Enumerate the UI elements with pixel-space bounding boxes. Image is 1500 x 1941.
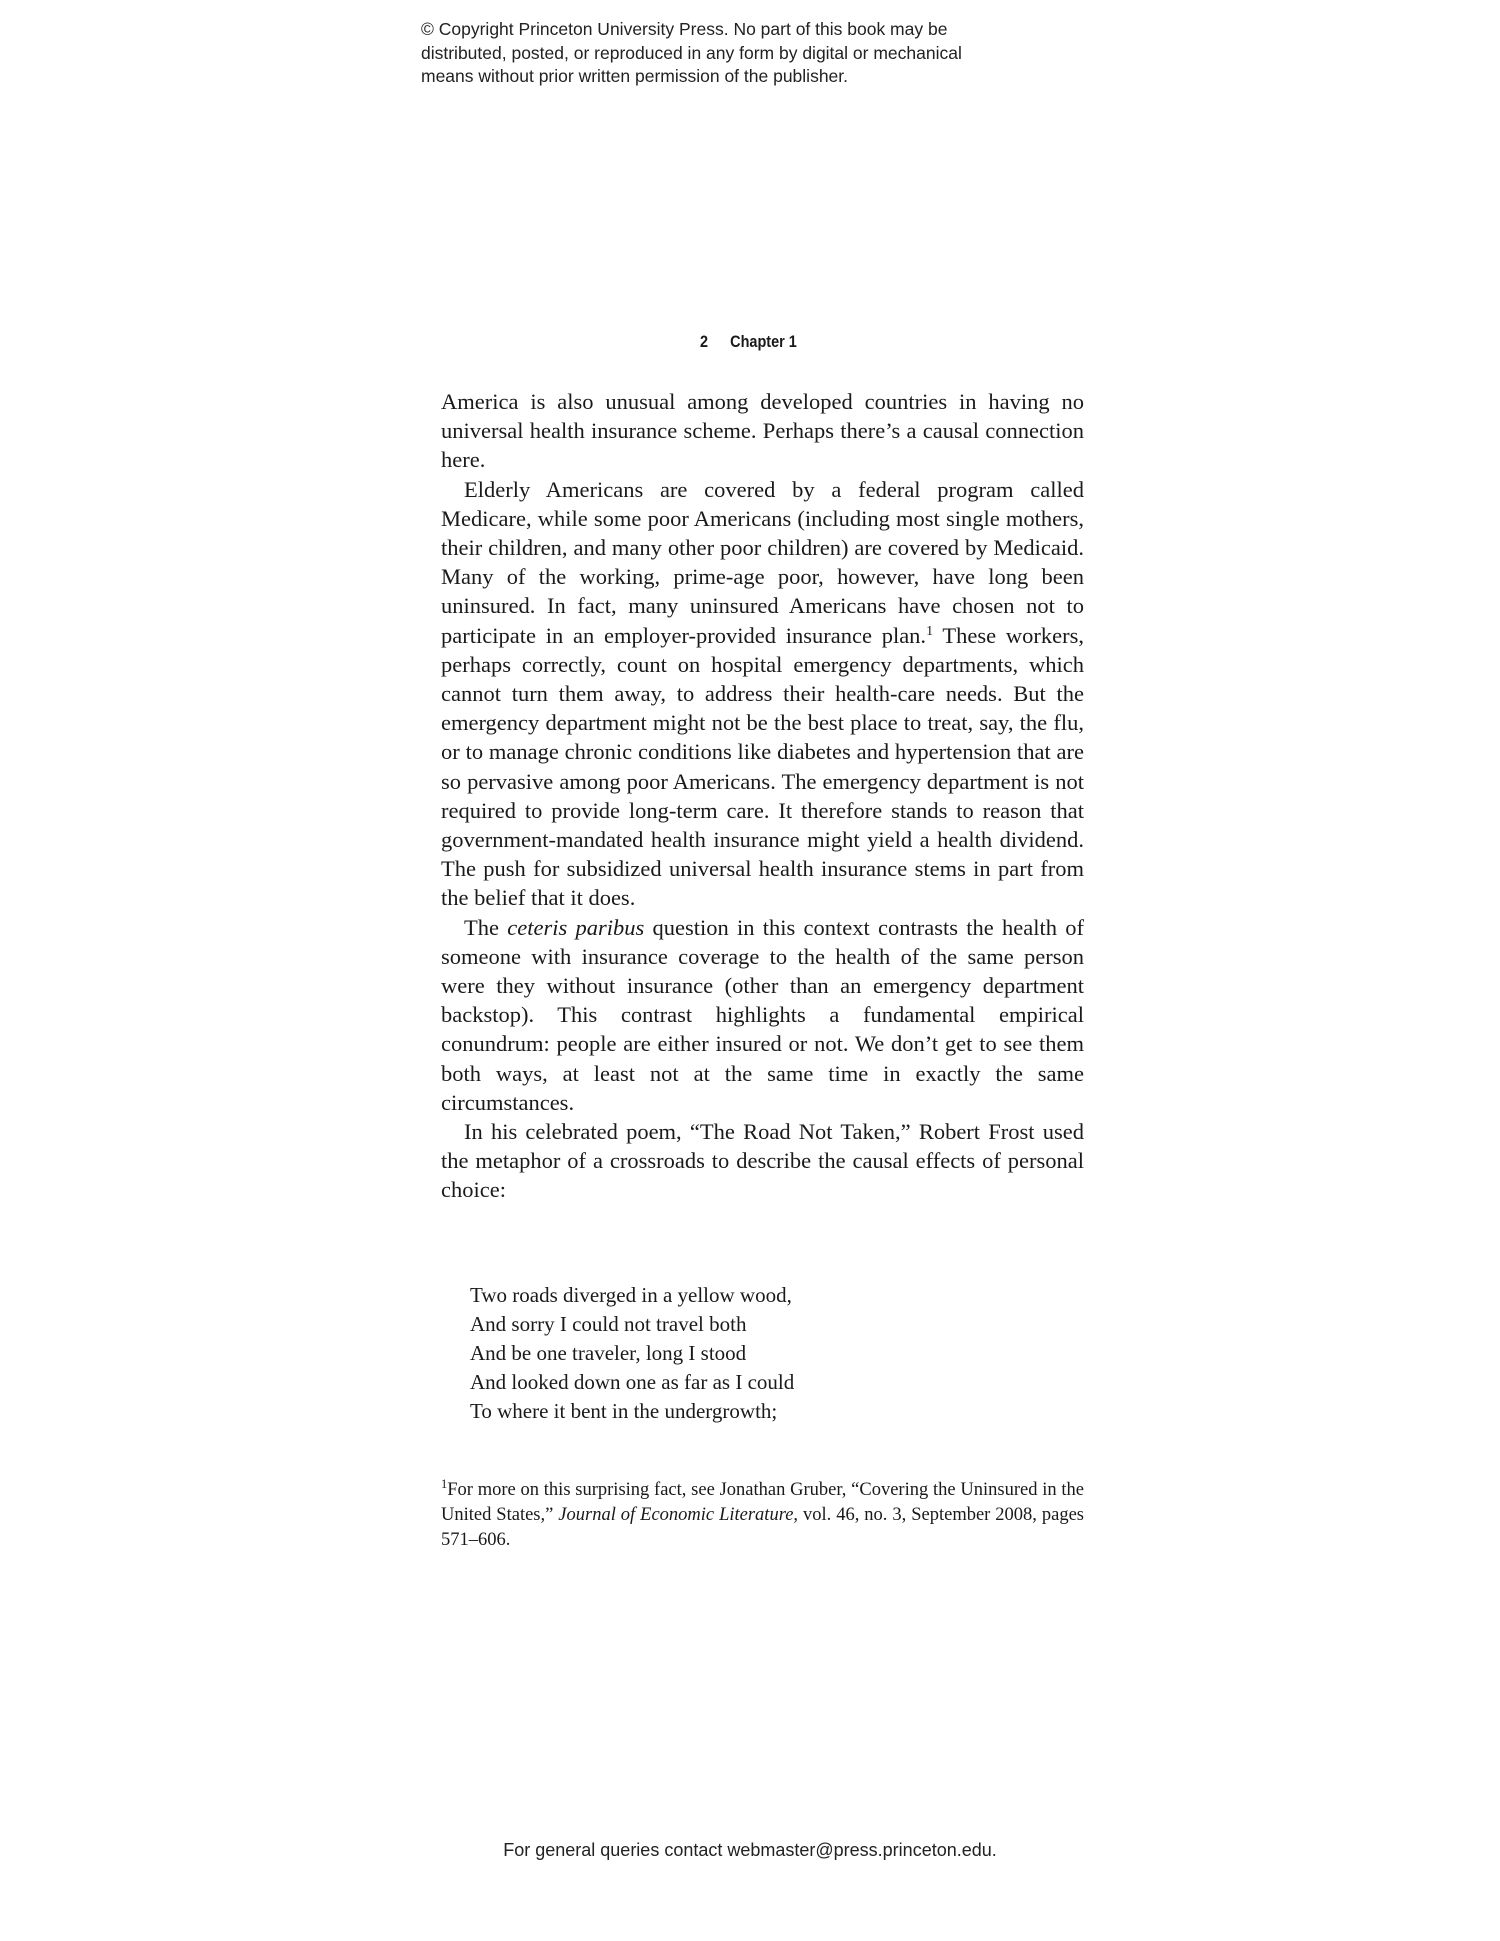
paragraph: In his celebrated poem, “The Road Not Taken,” Robert Frost used the metaphor of a crossroads to describe the causal effects of personal choice:: [441, 1119, 1084, 1203]
footnote-reference[interactable]: 1: [926, 623, 934, 639]
body-text: [441, 387, 1084, 1205]
contact-footer: For general queries contact webmaster@press.princeton.edu.: [503, 1840, 997, 1860]
paragraph-text: Elderly Americans are covered by a federal program called Medicare, while some poor Americans (including most single mothers, their children, and many other poor children) are covered by Medicaid. Many of the working, prime-age poor, however, have long been uninsured. In fact, many uninsured Americans have chosen not to participate in an employer-provided insurance plan.: [441, 476, 1084, 648]
poem-excerpt: [470, 1281, 794, 1426]
paragraph: [441, 475, 1084, 913]
page-number: 2: [700, 332, 709, 351]
paragraph: [441, 913, 1084, 1117]
poem-line: Two roads diverged in a yellow wood,: [470, 1283, 792, 1307]
poem-line: And be one traveler, long I stood: [470, 1341, 747, 1365]
copyright-line: means without prior written permission of the publisher.: [421, 66, 849, 86]
italic-phrase: ceteris paribus: [507, 914, 645, 940]
paragraph: America is also unusual among developed countries in having no universal health insurance scheme. Perhaps there’s a causal connection here.: [441, 389, 1084, 473]
footnote-text: For more on this surprising fact, see Jonathan Gruber, “Covering the Uninsured in the United States,”: [441, 1480, 1084, 1525]
copyright-line: distributed, posted, or reproduced in any form by digital or mechanical: [421, 42, 962, 63]
running-head: [700, 332, 797, 352]
poem-line: To where it bent in the undergrowth;: [470, 1399, 778, 1423]
footnote: [441, 1478, 1084, 1553]
footnote-marker: 1: [441, 1477, 448, 1491]
copyright-notice: [421, 18, 1061, 89]
copyright-line: © Copyright Princeton University Press. No part of this book may be: [421, 19, 948, 39]
paragraph-text: The: [464, 914, 508, 940]
poem-line: And looked down one as far as I could: [470, 1370, 795, 1394]
journal-title: Journal of Economic Literature: [558, 1505, 794, 1525]
footnote-text: , vol. 46, no. 3, September 2008, pages 571–606.: [441, 1505, 1084, 1550]
chapter-title: Chapter 1: [730, 332, 797, 351]
paragraph-text: question in this context contrasts the health of someone with insurance coverage to the health of the same person were they without insurance (other than an emergency department backstop). This contrast highlights a fundamental empirical conundrum: people are either insured or not. We don’t get to see them both ways, at least not at the same time in exactly the same circumstances.: [441, 914, 1084, 1115]
poem-line: And sorry I could not travel both: [470, 1312, 747, 1336]
paragraph-text: These workers, perhaps correctly, count on hospital emergency departments, which cannot turn them away, to address their health-care needs. But the emergency department might not be the best place to treat, say, the flu, or to manage chronic conditions like diabetes and hypertension that are so pervasive among poor Americans. The emergency department is not required to provide long-term care. It therefore stands to reason that government-mandated health insurance might yield a health dividend. The push for subsidized universal health insurance stems in part from the belief that it does.: [441, 622, 1085, 911]
